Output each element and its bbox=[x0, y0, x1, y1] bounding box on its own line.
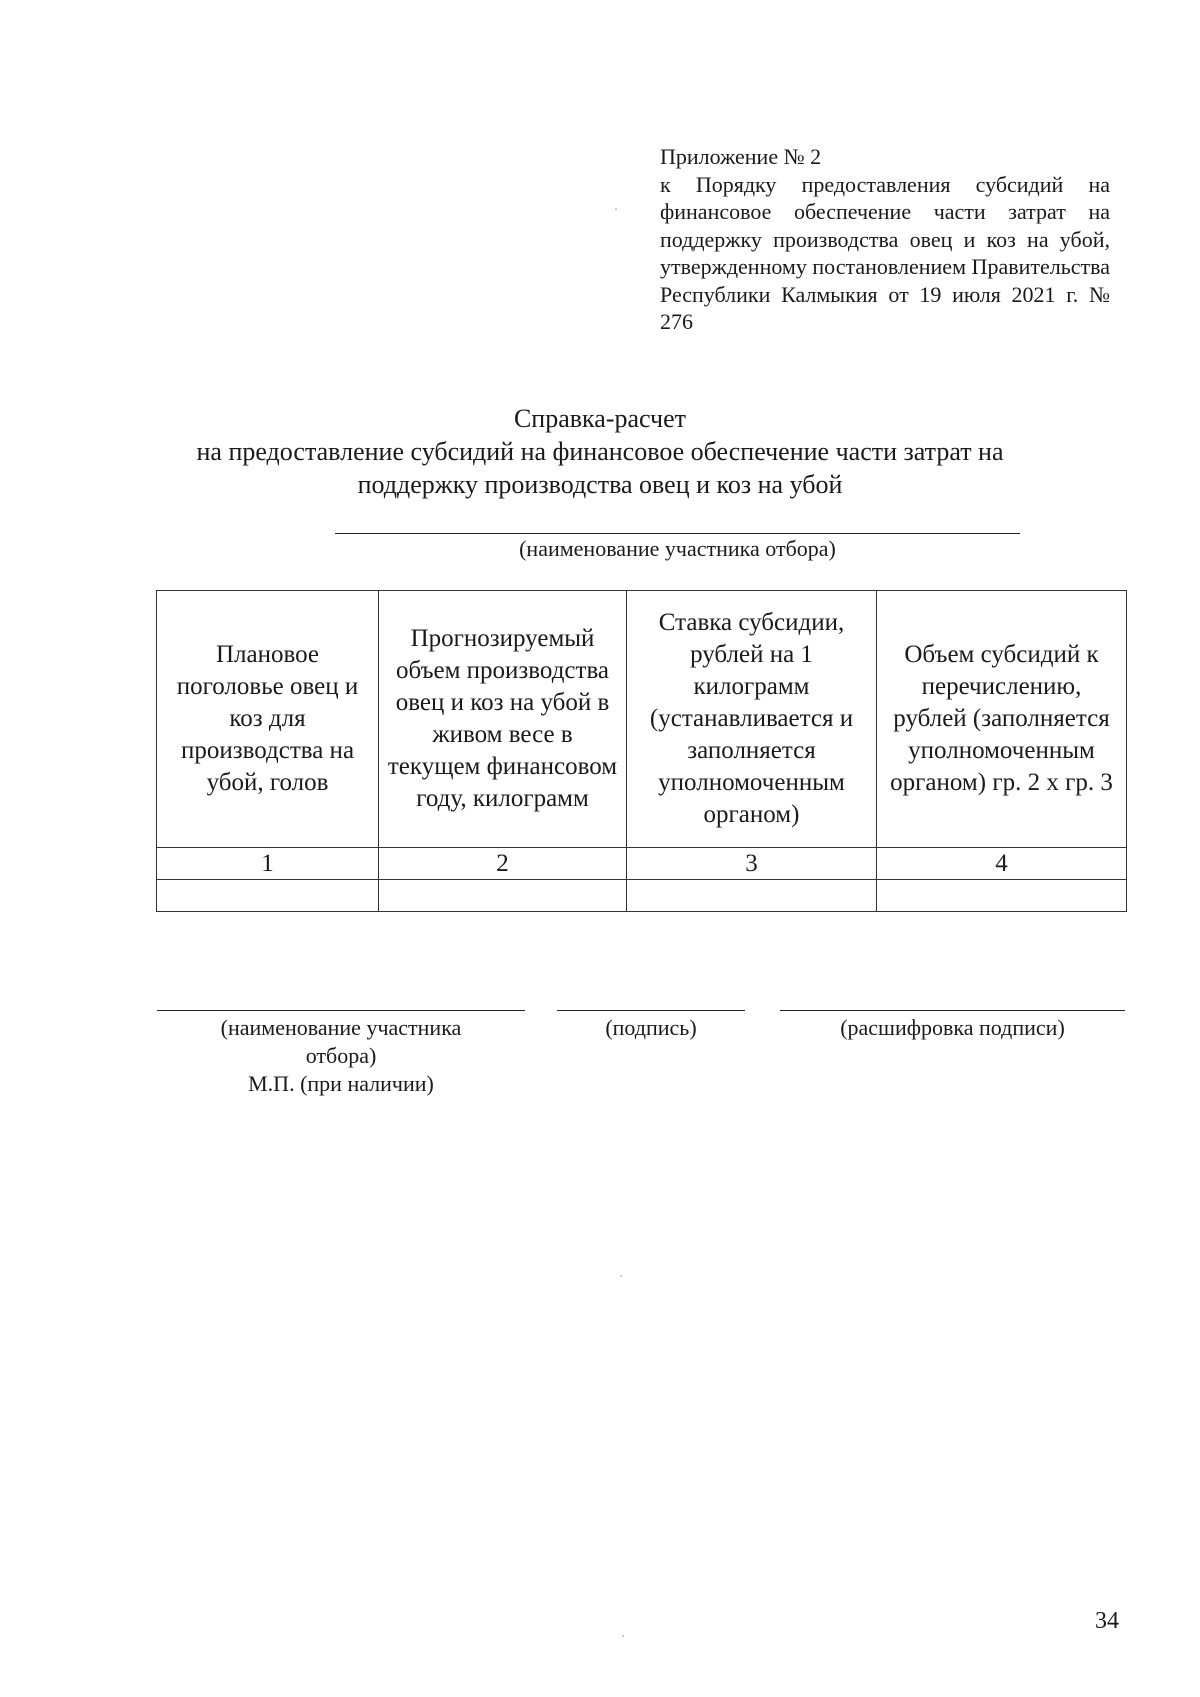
table-row bbox=[157, 880, 1127, 912]
title-line-1: Справка-расчет bbox=[513, 404, 687, 433]
participant-signature-caption bbox=[157, 1014, 525, 1098]
calculation-table bbox=[156, 590, 1127, 912]
stamp-label: М.П. (при наличии) bbox=[248, 1071, 434, 1096]
page-number: 34 bbox=[1095, 1608, 1119, 1634]
document-title bbox=[150, 402, 1050, 501]
participant-name-caption: (наименование участника отбора) bbox=[519, 536, 836, 561]
appendix-block bbox=[660, 143, 1110, 336]
column-number-2: 2 bbox=[379, 848, 627, 880]
header-cell-1: Плановое поголовье овец и коз для производства на убой, голов bbox=[157, 591, 379, 848]
column-number-3: 3 bbox=[627, 848, 877, 880]
signature-decoding-line[interactable] bbox=[780, 1010, 1125, 1011]
title-line-3: поддержку производства овец и коз на убой bbox=[357, 470, 843, 499]
appendix-text: к Порядку предоставления субсидий на финансовое обеспечение части затрат на поддержку производства овец и коз на убой, утвержденному постановлением Правительства Республики Калмыкия от 19 июля 2021 г. № 276 bbox=[660, 171, 1110, 334]
header-cell-4: Объем субсидий к перечислению, рублей (заполняется уполномоченным органом) гр. 2 х гр. 3 bbox=[877, 591, 1127, 848]
participant-name-label: (наименование участника отбора) bbox=[220, 1015, 462, 1068]
scan-speck bbox=[622, 1635, 624, 1637]
column-number-4: 4 bbox=[877, 848, 1127, 880]
signature-line[interactable] bbox=[557, 1010, 745, 1011]
scan-speck bbox=[620, 1275, 622, 1277]
column-number-1: 1 bbox=[157, 848, 379, 880]
scan-speck bbox=[615, 208, 617, 210]
signature-caption: (подпись) bbox=[605, 1015, 697, 1040]
title-line-2: на предоставление субсидий на финансовое обеспечение части затрат на bbox=[196, 437, 1004, 466]
header-cell-3: Ставка субсидии, рублей на 1 килограмм (устанавливается и заполняется уполномоченным органом) bbox=[627, 591, 877, 848]
data-cell-4[interactable] bbox=[877, 880, 1127, 912]
data-cell-2[interactable] bbox=[379, 880, 627, 912]
column-number-row bbox=[157, 848, 1127, 880]
data-cell-3[interactable] bbox=[627, 880, 877, 912]
participant-name-line[interactable] bbox=[335, 533, 1020, 534]
participant-signature-line[interactable] bbox=[157, 1010, 525, 1011]
signature-decoding-caption: (расшифровка подписи) bbox=[840, 1015, 1065, 1040]
appendix-heading: Приложение № 2 bbox=[660, 144, 822, 169]
table-header-row bbox=[157, 591, 1127, 848]
data-cell-1[interactable] bbox=[157, 880, 379, 912]
header-cell-2: Прогнозируемый объем производства овец и коз на убой в живом весе в текущем финансовом году, килограмм bbox=[379, 591, 627, 848]
